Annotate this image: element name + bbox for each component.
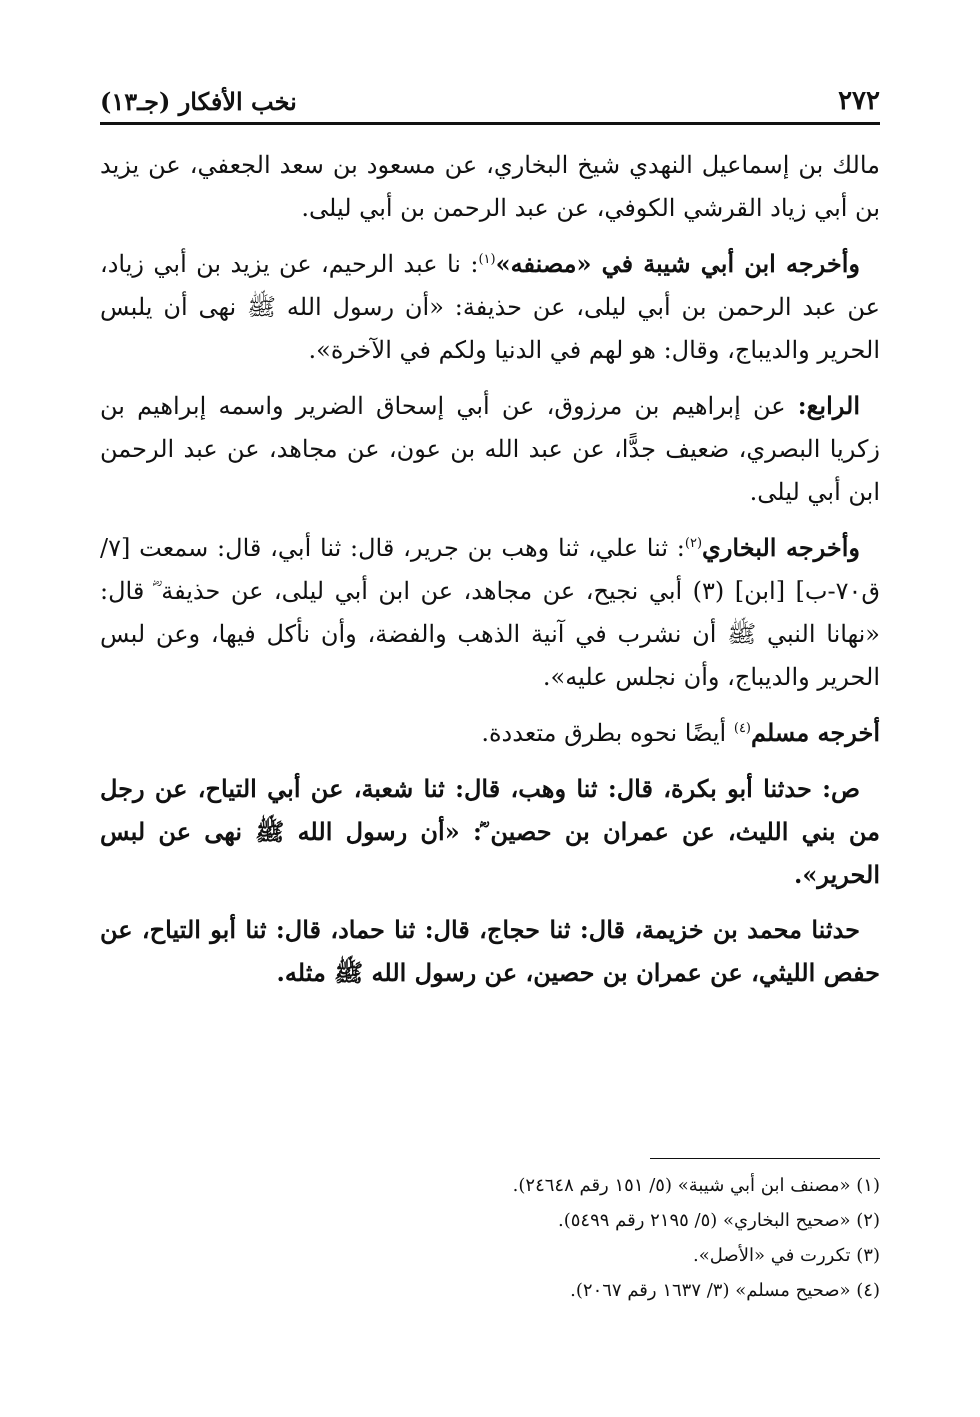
footnote-separator — [650, 1158, 880, 1159]
footnote-mark: (١) — [478, 252, 496, 267]
footnote-2: (٢) «صحيح البخاري» (٥/ ٢١٩٥ رقم ٥٤٩٩). — [558, 1210, 880, 1231]
paragraph-ibn-abi-shaybah — [100, 242, 880, 372]
paragraph-lead: وأخرجه ابن أبي شيبة في «مصنفه» — [495, 249, 860, 278]
paragraph-text: : نا عبد الرحيم، عن يزيد بن أبي زياد، عن عبد الرحمن بن أبي ليلى، عن حذيفة: «أن رسول الله ﷺ نهى أن يلبس الحرير والديباج، وقال: هو لهم في الدنيا ولكم في الآخرة». — [100, 250, 880, 364]
running-title: نخب الأفكار (جـ١٣) — [100, 87, 297, 116]
paragraph-lead: وأخرجه البخاري — [702, 533, 860, 562]
footnotes — [100, 1168, 880, 1308]
footnote-mark: (٤) — [733, 721, 751, 736]
paragraph-lead: أخرجه مسلم — [751, 718, 880, 747]
paragraph-bukhari — [100, 526, 880, 699]
footnote-mark: (٢) — [684, 536, 703, 551]
hadith-lead: ص: — [822, 774, 860, 803]
paragraph-lead: الرابع: — [797, 391, 860, 420]
footnote-4: (٤) «صحيح مسلم» (٣/ ١٦٣٧ رقم ٢٠٦٧). — [570, 1280, 880, 1301]
hadith-text-2 — [100, 908, 880, 994]
page-header — [100, 72, 880, 125]
paragraph-muslim — [100, 711, 880, 755]
paragraph-text: أيضًا نحوه بطرق متعددة. — [481, 719, 734, 747]
paragraph-isnad — [100, 144, 880, 230]
paragraph-text: : ثنا علي، ثنا وهب بن جرير، قال: ثنا أبي، قال: سمعت [٧/ ق٧٠-ب] [ابن] (٣) أبي نجيح، عن مجاهد، عن ابن أبي ليلى، عن حذيفة ؓ قال: «نهانا النبي ﷺ أن نشرب في آنية الذهب والفضة، وأن نأكل فيها، وعن لبس الحرير والديباج، وأن نجلس عليه». — [100, 534, 881, 691]
hadith-text-1 — [100, 767, 880, 896]
footnote-3: (٣) تكررت في «الأصل». — [693, 1245, 880, 1266]
paragraph-text: عن إبراهيم بن مرزوق، عن أبي إسحاق الضرير واسمه إبراهيم بن زكريا البصري، ضعيف جدًّا، عن عبد الله بن عون، عن مجاهد، عن عبد الرحمن ابن أبي ليلى. — [100, 392, 880, 506]
paragraph-fourth-route — [100, 384, 880, 514]
hadith-body: حدثنا محمد بن خزيمة، قال: ثنا حجاج، قال: ثنا حماد، قال: ثنا أبو التياح، عن حفص الليثي، عن عمران بن حصين، عن رسول الله ﷺ مثله. — [100, 915, 880, 987]
paragraph-text: مالك بن إسماعيل النهدي شيخ البخاري، عن مسعود بن سعد الجعفي، عن يزيد بن أبي زياد القرشي الكوفي، عن عبد الرحمن بن أبي ليلى. — [100, 151, 880, 222]
footnote-1: (١) «مصنف ابن أبي شيبة» (٥/ ١٥١ رقم ٢٤٦٤٨). — [512, 1175, 880, 1196]
hadith-body: حدثنا أبو بكرة، قال: ثنا وهب، قال: ثنا شعبة، عن أبي التياح، عن رجل من بني الليث، عن عمران بن حصين ؓ: «أن رسول الله ﷺ نهى عن لبس الحرير». — [100, 774, 880, 889]
main-text — [100, 144, 880, 1006]
page-number: ٢٧٢ — [838, 86, 880, 116]
